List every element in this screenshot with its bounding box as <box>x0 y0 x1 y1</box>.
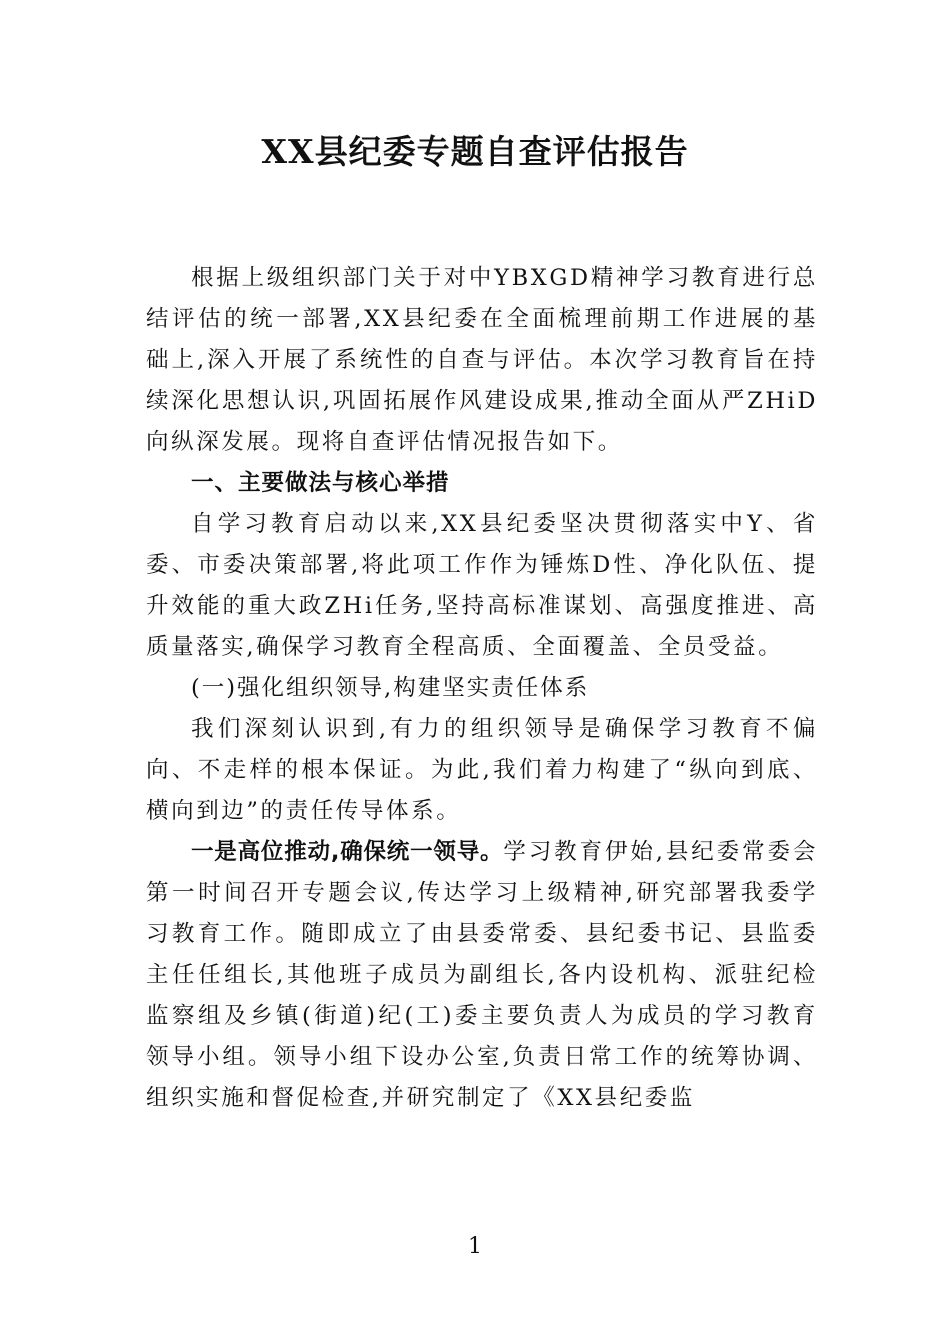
document-title: XX县纪委专题自查评估报告 <box>261 132 689 171</box>
subsection-paragraph: 我们深刻认识到,有力的组织领导是确保学习教育不偏向、不走样的根本保证。为此,我们着力构建了“纵向到底、横向到边”的责任传导体系。 <box>146 716 818 824</box>
section-paragraph: 自学习教育启动以来,XX县纪委坚决贯彻落实中Y、省委、市委决策部署,将此项工作作为锤炼D性、净化队伍、提升效能的重大政ZHi任务,坚持高标准谋划、高强度推进、高质量落实,确保学习教育全程高质、全面覆盖、全员受益。 <box>146 511 818 660</box>
intro-paragraph: 根据上级组织部门关于对中YBXGD精神学习教育进行总结评估的统一部署,XX县纪委在全面梳理前期工作进展的基础上,深入开展了系统性的自查与评估。本次学习教育旨在持续深化思想认识,巩固拓展作风建设成果,推动全面从严ZHiD向纵深发展。现将自查评估情况报告如下。 <box>146 265 818 455</box>
subsection-heading: (一)强化组织领导,构建坚实责任体系 <box>191 675 590 701</box>
page-number: 1 <box>468 1234 482 1259</box>
document-body <box>146 258 818 1119</box>
point-paragraph <box>146 832 818 1119</box>
point-lead: 一是高位推动,确保统一领导。 <box>191 839 504 865</box>
point-body: 学习教育伊始,县纪委常委会第一时间召开专题会议,传达学习上级精神,研究部署我委学习教育工作。随即成立了由县委常委、县纪委书记、县监委主任任组长,其他班子成员为副组长,各内设机构、派驻纪检监察组及乡镇(街道)纪(工)委主要负责人为成员的学习教育领导小组。领导小组下设办公室,负责日常工作的统筹协调、组织实施和督促检查,并研究制定了《XX县纪委监 <box>146 839 818 1111</box>
section-heading: 一、主要做法与核心举措 <box>191 470 450 496</box>
